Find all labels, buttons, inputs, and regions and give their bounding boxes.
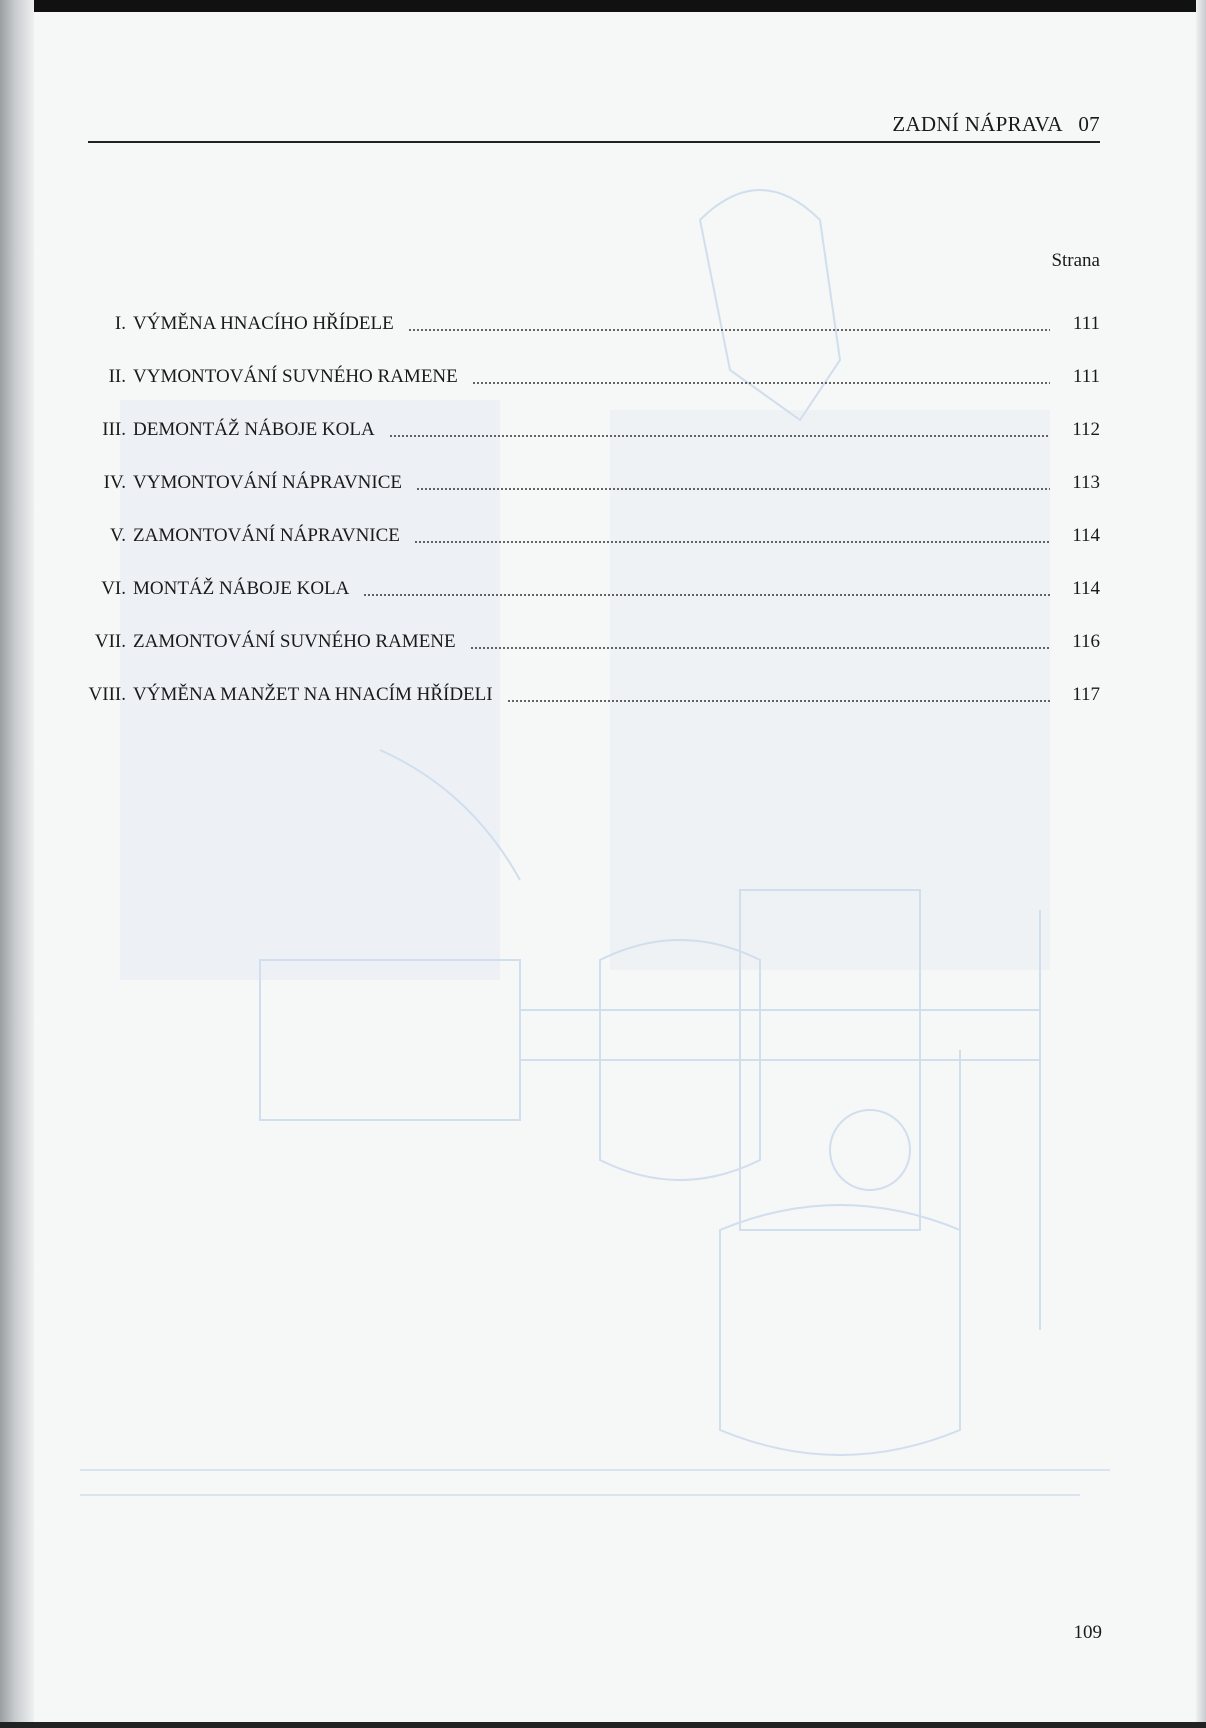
book-gutter-shadow	[0, 0, 34, 1728]
toc-entry[interactable]	[88, 654, 1100, 707]
toc-entry-page: 117	[1072, 684, 1100, 705]
scan-bottom-edge	[0, 1722, 1206, 1728]
toc-entry[interactable]	[88, 283, 1100, 336]
toc-entry-page: 111	[1072, 366, 1100, 387]
toc-entry-title: VYMONTOVÁNÍ SUVNÉHO RAMENE	[133, 366, 458, 387]
page-column-label: Strana	[1051, 250, 1100, 271]
toc-leader-dots	[408, 329, 1050, 331]
toc-entry-title: VÝMĚNA HNACÍHO HŘÍDELE	[133, 313, 394, 334]
toc-entry-page: 111	[1072, 313, 1100, 334]
toc-entry-title: VYMONTOVÁNÍ NÁPRAVNICE	[133, 472, 403, 493]
toc-leader-dots	[414, 541, 1050, 543]
toc-leader-dots	[507, 700, 1050, 702]
scan-top-edge	[0, 0, 1206, 12]
page-number: 109	[1073, 1622, 1102, 1643]
toc-entry[interactable]	[88, 336, 1100, 389]
page-right-edge	[1196, 0, 1206, 1728]
toc-entry-numeral: VI.	[101, 578, 126, 599]
toc-leader-dots	[416, 488, 1050, 490]
toc-entry[interactable]	[88, 495, 1100, 548]
table-of-contents	[88, 283, 1100, 707]
toc-entry-numeral: VIII.	[88, 684, 126, 705]
toc-leader-dots	[470, 647, 1050, 649]
toc-leader-dots	[389, 435, 1050, 437]
toc-entry-numeral: I.	[114, 313, 126, 334]
toc-entry-numeral: VII.	[94, 631, 126, 652]
toc-entry-numeral: V.	[109, 525, 126, 546]
toc-entry-title: DEMONTÁŽ NÁBOJE KOLA	[133, 419, 375, 440]
toc-entry-numeral: III.	[102, 419, 126, 440]
toc-entry[interactable]	[88, 548, 1100, 601]
toc-leader-dots	[472, 382, 1050, 384]
toc-entry-title: MONTÁŽ NÁBOJE KOLA	[133, 578, 350, 599]
toc-entry-numeral: IV.	[103, 472, 126, 493]
toc-entry-numeral: II.	[108, 366, 126, 387]
toc-entry-title: ZAMONTOVÁNÍ NÁPRAVNICE	[133, 525, 400, 546]
toc-entry-page: 112	[1072, 419, 1100, 440]
toc-entry[interactable]	[88, 442, 1100, 495]
toc-entry-page: 114	[1072, 578, 1100, 599]
toc-entry-page: 114	[1072, 525, 1100, 546]
toc-entry[interactable]	[88, 601, 1100, 654]
toc-entry-title: ZAMONTOVÁNÍ SUVNÉHO RAMENE	[133, 631, 456, 652]
chapter-header-title: ZADNÍ NÁPRAVA 07	[892, 112, 1100, 136]
toc-entry-page: 116	[1072, 631, 1100, 652]
header-rule	[88, 141, 1100, 143]
toc-entry-title: VÝMĚNA MANŽET NA HNACÍM HŘÍDELI	[133, 684, 493, 705]
toc-leader-dots	[363, 594, 1050, 596]
toc-entry-page: 113	[1072, 472, 1100, 493]
toc-entry[interactable]	[88, 389, 1100, 442]
